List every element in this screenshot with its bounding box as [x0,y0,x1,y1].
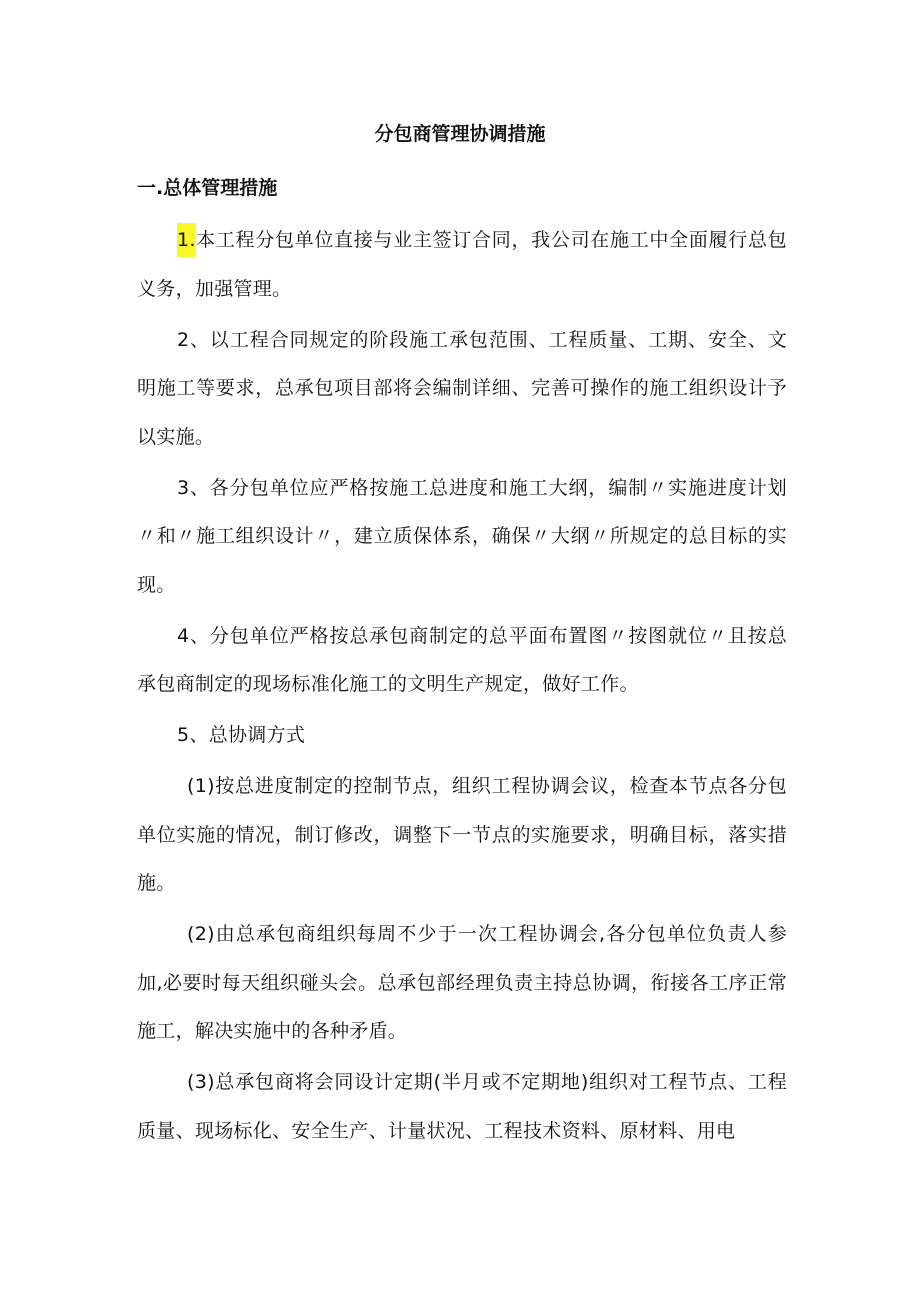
document-title: 分包商管理协调措施 [374,123,546,145]
paragraph-4: 4、分包单位严格按总承包商制定的总平面布置图〃按图就位〃且按总承包商制定的现场标准化施工的文明生产规定，做好工作。 [137,624,787,695]
paragraph-5-heading: 5、总协调方式 [177,724,306,746]
paragraph-2: 2、以工程合同规定的阶段施工承包范围、工程质量、工期、安全、文明施工等要求，总承包项目部将会编制详细、完善可操作的施工组织设计予以实施。 [137,328,787,448]
section-heading: 一.总体管理措施 [137,177,278,199]
document-body [137,216,787,1158]
paragraph-5-1: (1)按总进度制定的控制节点，组织工程协调会议，检查本节点各分包单位实施的情况，制订修改，调整下一节点的实施要求，明确目标，落实措施。 [137,775,787,894]
paragraph-1-text: 本工程分包单位直接与业主签订合同，我公司在施工中全面履行总包义务，加强管理。 [137,229,787,300]
highlighted-number: 1. [177,223,196,257]
paragraph-3: 3、各分包单位应严格按施工总进度和施工大纲，编制〃实施进度计划〃和〃施工组织设计〃，建立质保体系，确保〃大纲〃所规定的总目标的实现。 [137,476,787,596]
paragraph-5-2: (2)由总承包商组织每周不少于一次工程协调会,各分包单位负责人参加,必要时每天组织碰头会。总承包部经理负责主持总协调，衔接各工序正常施工，解决实施中的各种矛盾。 [137,923,787,1042]
paragraph-5-3: (3)总承包商将会同设计定期(半月或不定期地)组织对工程节点、工程质量、现场标化、安全生产、计量状况、工程技术资料、原材料、用电 [137,1071,787,1142]
paragraph-1 [137,216,787,313]
